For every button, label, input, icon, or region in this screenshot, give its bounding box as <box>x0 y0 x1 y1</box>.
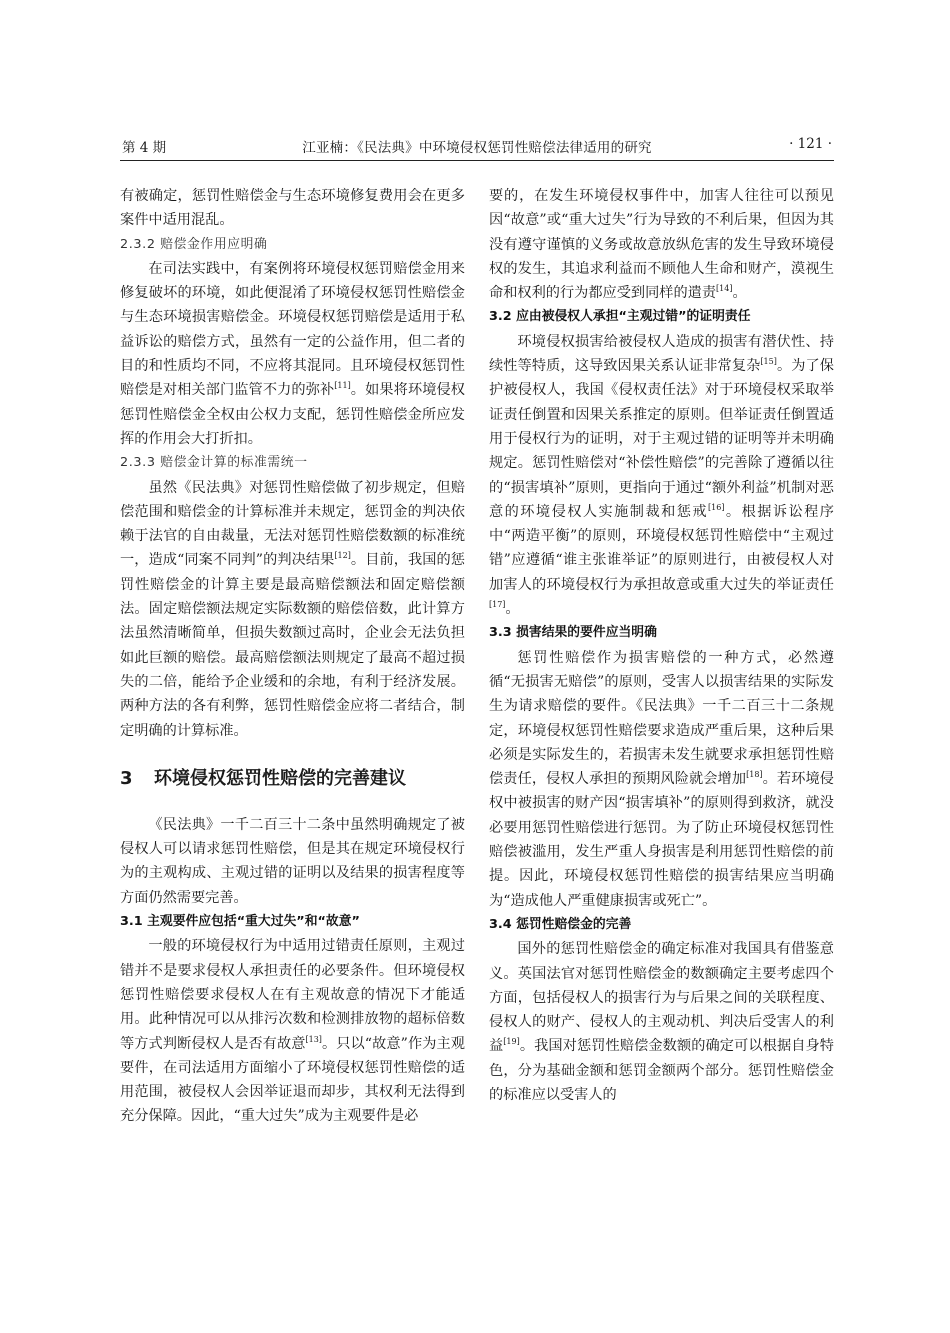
citation-ref: [17] <box>489 600 506 610</box>
issue-number: 第 4 期 <box>122 140 167 156</box>
citation-ref: [12] <box>334 551 351 561</box>
paragraph: 惩罚性赔偿作为损害赔偿的一种方式，必然遵循“无损害无赔偿”的原则，受害人以损害结果的实际发生为请求赔偿的要件。《民法典》一千二百三十二条规定，环境侵权惩罚性赔偿要求造成严重后果，这种后果必须是实际发生的，若损害未发生就要求承担惩罚性赔偿责任，侵权人承担的预期风险就会增加[18]。若环境侵权中被损害的财产因“损害填补”的原则得到救济，就没必要用惩罚性赔偿进行惩罚。为了防止环境侵权惩罚性赔偿被滥用，发生严重人身损害是利用惩罚性赔偿的前提。因此，环境侵权惩罚性赔偿的损害结果应当明确为“造成他人严重健康损害或死亡”。 <box>489 649 834 909</box>
section-number: 3 <box>120 767 133 789</box>
subheading-2-3-3: 2.3.3 赔偿金计算的标准需统一 <box>120 455 308 471</box>
page-number: · 121 · <box>789 136 832 152</box>
citation-ref: [14] <box>716 284 733 294</box>
running-header <box>120 136 834 158</box>
section-title: 环境侵权惩罚性赔偿的完善建议 <box>154 767 406 789</box>
section-heading-3 <box>120 767 465 791</box>
subheading-3-2: 3.2 应由被侵权人承担“主观过错”的证明责任 <box>489 309 751 325</box>
subheading-3-4: 3.4 惩罚性赔偿金的完善 <box>489 916 632 932</box>
citation-ref: [15] <box>760 357 777 367</box>
paragraph: 虽然《民法典》对惩罚性赔偿做了初步规定，但赔偿范围和赔偿金的计算标准并未规定，惩罚金的判决依赖于法官的自由裁量，无法对惩罚性赔偿数额的标准统一，造成“同案不同判”的判决结果[12]。目前，我国的惩罚性赔偿金的计算主要是最高赔偿额法和固定赔偿额法。固定赔偿额法规定实际数额的赔偿倍数，此计算方法虽然清晰简单，但损失数额过高时，企业会无法负担如此巨额的赔偿。最高赔偿额法则规定了最高不超过损失的二倍，能给予企业缓和的余地，有利于经济发展。两种方法的各有利弊，惩罚性赔偿金应将二者结合，制定明确的计算标准。 <box>120 479 465 739</box>
paragraph: 《民法典》一千二百三十二条中虽然明确规定了被侵权人可以请求惩罚性赔偿，但是其在规定环境侵权行为的主观构成、主观过错的证明以及结果的损害程度等方面仍然需要完善。 <box>120 816 465 906</box>
citation-ref: [19] <box>503 1037 520 1047</box>
header-rule <box>120 160 834 161</box>
citation-ref: [18] <box>746 770 763 780</box>
subheading-3-3: 3.3 损害结果的要件应当明确 <box>489 625 657 641</box>
citation-ref: [13] <box>305 1034 322 1044</box>
paragraph: 一般的环境侵权行为中适用过错责任原则，主观过错并不是要求侵权人承担责任的必要条件。但环境侵权惩罚性赔偿要求侵权人在有主观故意的情况下才能适用。此种情况可以从排污次数和检测排放物的超标倍数等方式判断侵权人是否有故意[13]。只以“故意”作为主观要件，在司法适用方面缩小了环境侵权惩罚性赔偿的适用范围，被侵权人会因举证退而却步，其权利无法得到充分保障。因此，“重大过失”成为主观要件是必 <box>120 938 465 1125</box>
paragraph: 环境侵权损害给被侵权人造成的损害有潜伏性、持续性等特质，这导致因果关系认证非常复杂[15]。为了保护被侵权人，我国《侵权责任法》对于环境侵权采取举证责任倒置和因果关系推定的原则。但举证责任倒置适用于侵权行为的证明，对于主观过错的证明等并未明确规定。惩罚性赔偿对“补偿性赔偿”的完善除了遵循以往的“损害填补”原则，更指向于通过“额外利益”机制对恶意的环境侵权人实施制裁和惩戒[16]。根据诉讼程序中“两造平衡”的原则，环境侵权惩罚性赔偿中“主观过错”应遵循“谁主张谁举证”的原则进行，由被侵权人对加害人的环境侵权行为承担故意或重大过失的举证责任[17]。 <box>489 333 834 618</box>
subheading-2-3-2: 2.3.2 赔偿金作用应明确 <box>120 236 268 252</box>
paragraph: 要的，在发生环境侵权事件中，加害人往往可以预见因“故意”或“重大过失”行为导致的不利后果，但因为其没有遵守谨慎的义务或故意放纵危害的发生导致环境侵权的发生，其追求利益而不顾他人生命和财产，漠视生命和权利的行为都应受到同样的遣责[14]。 <box>489 188 834 302</box>
paragraph: 国外的惩罚性赔偿金的确定标准对我国具有借鉴意义。英国法官对惩罚性赔偿金的数额确定主要考虑四个方面，包括侵权人的损害行为与后果之间的关联程度、侵权人的财产、侵权人的主观动机、判决后受害人的利益[19]。我国对惩罚性赔偿金数额的确定可以根据自身特色，分为基础金额和惩罚金额两个部分。惩罚性赔偿金的标准应以受害人的 <box>489 941 834 1103</box>
subheading-3-1: 3.1 主观要件应包括“重大过失”和“故意” <box>120 914 360 930</box>
left-column <box>120 184 465 1129</box>
running-title: 江亚楠：《民法典》中环境侵权惩罚性赔偿法律适用的研究 <box>302 140 652 156</box>
paragraph: 在司法实践中，有案例将环境侵权惩罚赔偿金用来修复破坏的环境，如此便混淆了环境侵权惩罚性赔偿金与生态环境损害赔偿金。环境侵权惩罚赔偿是适用于私益诉讼的赔偿方式，虽然有一定的公益作用，但二者的目的和性质均不同，不应将其混同。且环境侵权惩罚性赔偿是对相关部门监管不力的弥补[11]。如果将环境侵权惩罚性赔偿金全权由公权力支配，惩罚性赔偿金所应发挥的作用会大打折扣。 <box>120 260 465 447</box>
right-column <box>489 184 834 1107</box>
citation-ref: [11] <box>334 381 351 391</box>
citation-ref: [16] <box>708 502 725 512</box>
paragraph: 有被确定，惩罚性赔偿金与生态环境修复费用会在更多案件中适用混乱。 <box>120 188 465 229</box>
